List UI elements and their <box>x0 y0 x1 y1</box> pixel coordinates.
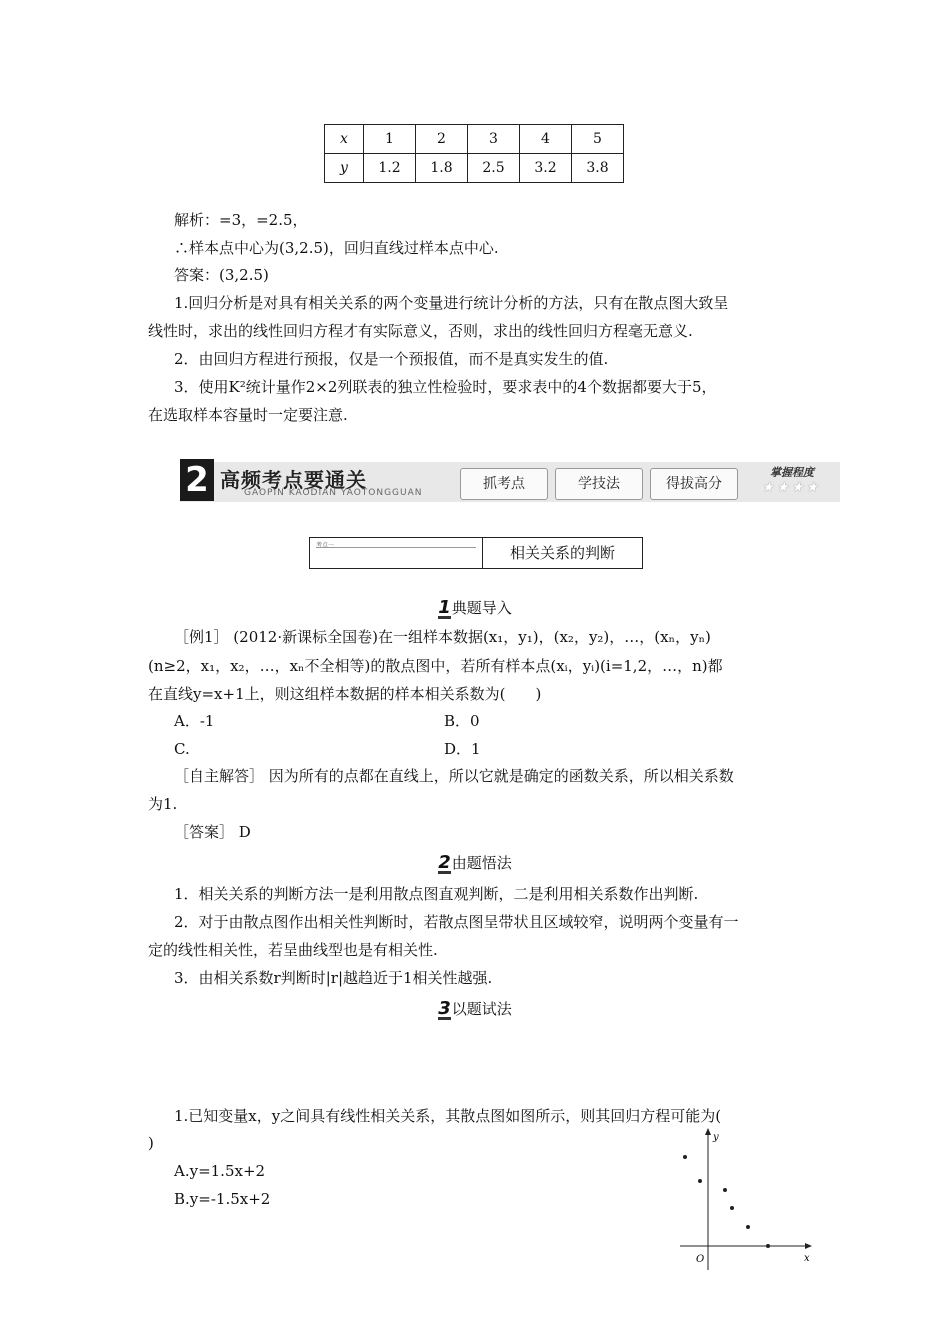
note-text: 2．由回归方程进行预报，仅是一个预报值，而不是真实发生的值. <box>174 350 609 368</box>
table-header-x: x <box>325 125 364 154</box>
x-axis-label: x <box>804 1253 810 1264</box>
banner-subtitle: GAOPIN KAODIAN YAOTONGGUAN <box>244 488 423 498</box>
table-header-y: y <box>325 154 364 183</box>
exercise-option-a: A.y=1.5x+2 <box>174 1162 266 1180</box>
table-cell: 1.2 <box>364 154 416 183</box>
table-row-x <box>325 125 624 154</box>
solution-text: ［自主解答］ 因为所有的点都在直线上，所以它就是确定的函数关系，所以相关系数 <box>174 767 734 785</box>
scatter-point <box>766 1244 770 1248</box>
note-text: 1.回归分析是对具有相关关系的两个变量进行统计分析的方法，只有在散点图大致呈 <box>174 294 729 312</box>
method-text: 2．对于由散点图作出相关性判断时，若散点图呈带状且区域较窄，说明两个变量有一 <box>174 913 739 931</box>
y-axis-label: y <box>713 1132 719 1143</box>
scatter-point <box>698 1179 702 1183</box>
table-cell: 2 <box>416 125 468 154</box>
option-d: D．1 <box>444 740 481 758</box>
method-text: 3．由相关系数r判断时|r|越趋近于1相关性越强. <box>174 969 493 987</box>
scatter-point <box>723 1188 727 1192</box>
section-heading-3 <box>0 998 950 1020</box>
note-text: 线性时，求出的线性回归方程才有实际意义，否则，求出的线性回归方程毫无意义. <box>148 322 693 340</box>
section-number: 3 <box>438 998 451 1019</box>
exercise-option-b: B.y=-1.5x+2 <box>174 1190 271 1208</box>
method-text: 1．相关关系的判断方法一是利用散点图直观判断，二是利用相关系数作出判断. <box>174 885 699 903</box>
example-text: ［例1］ (2012·新课标全国卷)在一组样本数据(x₁，y₁)，(x₂，y₂)，…，(xₙ，yₙ) <box>174 628 711 646</box>
table-cell: 3.8 <box>572 154 624 183</box>
x-axis-arrow-icon <box>805 1243 812 1249</box>
table-cell: 1 <box>364 125 416 154</box>
kaodian-label-cell <box>310 538 483 568</box>
mastery-rating <box>746 464 838 500</box>
method-text: 定的线性相关性，若呈曲线型也是有相关性. <box>148 941 438 959</box>
option-b: B．0 <box>444 712 480 730</box>
note-text: 在选取样本容量时一定要注意. <box>148 406 348 424</box>
star-icon: ★★★★ <box>762 480 822 494</box>
scatter-plot <box>672 1126 818 1272</box>
note-text: 3．使用K²统计量作2×2列联表的独立性检验时，要求表中的4个数据都要大于5， <box>174 378 717 396</box>
table-cell: 3 <box>468 125 520 154</box>
exercise-question: 1.已知变量x，y之间具有线性相关关系，其散点图如图所示，则其回归方程可能为( <box>174 1107 722 1125</box>
table-cell: 2.5 <box>468 154 520 183</box>
mastery-label: 掌握程度 <box>770 466 814 479</box>
xy-data-table <box>324 124 624 183</box>
analysis-line: 解析：=3，=2.5， <box>174 211 308 229</box>
tab-high-scores[interactable]: 得拔高分 <box>650 468 738 500</box>
table-row-y <box>325 154 624 183</box>
kaodian-box <box>309 537 643 569</box>
y-axis-arrow-icon <box>705 1128 711 1135</box>
tab-grab-points[interactable]: 抓考点 <box>460 468 548 500</box>
solution-text: 为1. <box>148 795 178 813</box>
section-title: 典题导入 <box>451 599 512 617</box>
example-text: (n≥2，x₁，x₂，…，xₙ不全相等)的散点图中，若所有样本点(xᵢ，yᵢ)(i=1,2，…，n)都 <box>148 657 723 675</box>
section-heading-1 <box>0 597 950 619</box>
kaodian-title: 相关关系的判断 <box>509 544 615 562</box>
exercise-question: ) <box>148 1134 154 1152</box>
divider <box>316 547 476 548</box>
table-cell: 5 <box>572 125 624 154</box>
example-text: 在直线y=x+1上，则这组样本数据的样本相关系数为( ) <box>148 685 542 703</box>
section-title: 以题试法 <box>451 1000 512 1018</box>
scatter-point <box>746 1225 750 1229</box>
scatter-point <box>683 1155 687 1159</box>
kaodian-small-label: 考点一 <box>316 542 335 549</box>
tab-learn-skills[interactable]: 学技法 <box>555 468 643 500</box>
table-cell: 4 <box>520 125 572 154</box>
analysis-line: ∴样本点中心为(3,2.5)，回归直线过样本点中心. <box>174 239 499 257</box>
banner-number: 2 <box>180 459 214 501</box>
section-title: 由题悟法 <box>451 854 512 872</box>
option-a: A．-1 <box>174 712 215 730</box>
scatter-point <box>730 1206 734 1210</box>
analysis-answer: 答案：(3,2.5) <box>174 266 269 284</box>
table-cell: 3.2 <box>520 154 572 183</box>
section-number: 2 <box>438 852 451 873</box>
option-c: C. <box>174 740 190 758</box>
banner-title: 高频考点要通关 <box>220 468 367 492</box>
answer-text: ［答案］ D <box>174 823 251 841</box>
origin-label: O <box>696 1254 705 1265</box>
section-heading-2 <box>0 852 950 874</box>
table-cell: 1.8 <box>416 154 468 183</box>
section-number: 1 <box>438 597 451 618</box>
